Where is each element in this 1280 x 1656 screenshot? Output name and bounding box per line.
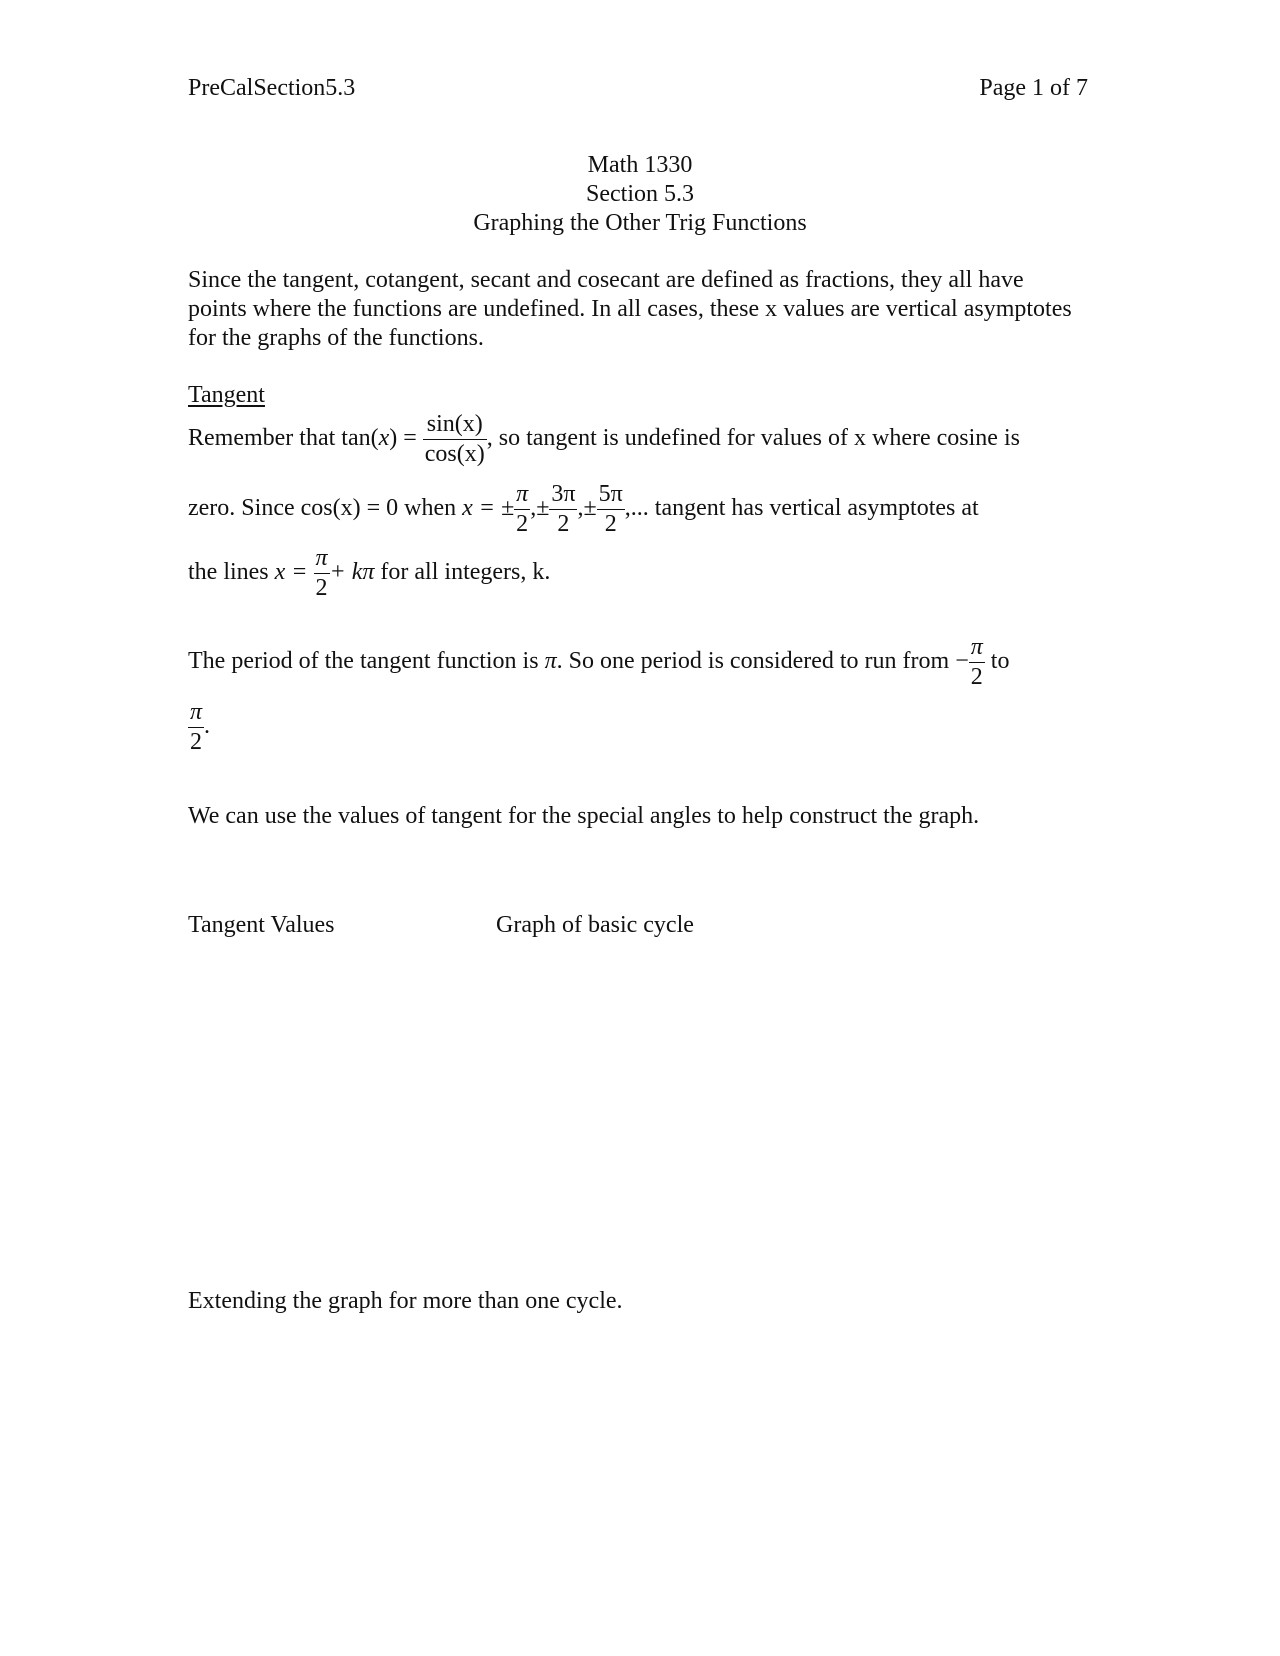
intro-paragraph: Since the tangent, cotangent, secant and cosecant are defined as fractions, they all have points where the functions are undefined. In all cases, these x values are vertical asymptotes for the graphs of the functions. xyxy=(188,267,1072,351)
pi-over-2-fraction: $\frac{\pi}{2}$ xyxy=(190,699,203,756)
period-line xyxy=(188,635,1009,690)
when-word: when xyxy=(398,495,463,522)
fraction-denominator: cos(x) xyxy=(424,441,485,468)
period-pre: The period of the tangent function is xyxy=(188,648,545,675)
pi-symbol: π xyxy=(544,648,557,675)
cos-equation: cos(x) = 0 xyxy=(300,495,399,522)
pi-over-2-fraction: $\frac{\pi}{2}$ xyxy=(516,481,529,538)
fraction-numerator: sin(x) xyxy=(423,412,487,440)
special-angles-text: We can use the values of tangent for the special angles to help construct the graph. xyxy=(188,803,980,829)
minus-sign: − xyxy=(955,648,969,675)
tangent-heading: Tangent xyxy=(188,382,265,408)
separator: ,± xyxy=(530,495,550,522)
tan-expression: tan(x) = xyxy=(341,425,417,452)
period-end-line xyxy=(188,700,210,755)
section-title: Section 5.3 xyxy=(586,181,694,207)
page-number: Page 1 of 7 xyxy=(979,75,1088,101)
to-word: to xyxy=(984,648,1010,675)
sin-over-cos-fraction xyxy=(423,412,487,467)
asymptote-text: tangent has vertical asymptotes at xyxy=(648,495,979,522)
x-equals: x = ± xyxy=(462,495,515,522)
pi-over-2-fraction: $\frac{\pi}{2}$ xyxy=(315,545,328,602)
cos-zero-pre: zero. Since xyxy=(188,495,301,522)
tangent-values-label: Tangent Values xyxy=(188,912,335,938)
ellipsis: ,... xyxy=(624,495,649,522)
page-header-title: PreCalSection5.3 xyxy=(188,75,356,101)
period-mid: . So one period is considered to run from xyxy=(556,648,956,675)
lines-post: for all integers, k. xyxy=(374,559,551,586)
extending-graph-label: Extending the graph for more than one cycle. xyxy=(188,1288,623,1314)
3pi-over-2-fraction: $\frac{3\pi}{2}$ xyxy=(551,481,576,538)
asymptote-lines-line xyxy=(188,546,550,601)
separator: ,± xyxy=(577,495,597,522)
pi-over-2-fraction: $\frac{\pi}{2}$ xyxy=(970,634,983,691)
tan-definition-line xyxy=(188,412,1020,467)
cos-zero-line xyxy=(188,482,979,537)
course-title: Math 1330 xyxy=(587,152,693,178)
topic-title: Graphing the Other Trig Functions xyxy=(473,210,807,236)
period-end: . xyxy=(204,713,211,740)
lines-pre: the lines xyxy=(188,559,275,586)
graph-basic-cycle-label: Graph of basic cycle xyxy=(496,912,694,938)
tan-definition-pre: Remember that xyxy=(188,425,342,452)
x-equals: x = xyxy=(274,559,308,586)
5pi-over-2-fraction: $\frac{5\pi}{2}$ xyxy=(598,481,623,538)
k-pi-term: + kπ xyxy=(329,559,375,586)
tan-definition-post: , so tangent is undefined for values of x where cosine is xyxy=(486,425,1020,452)
